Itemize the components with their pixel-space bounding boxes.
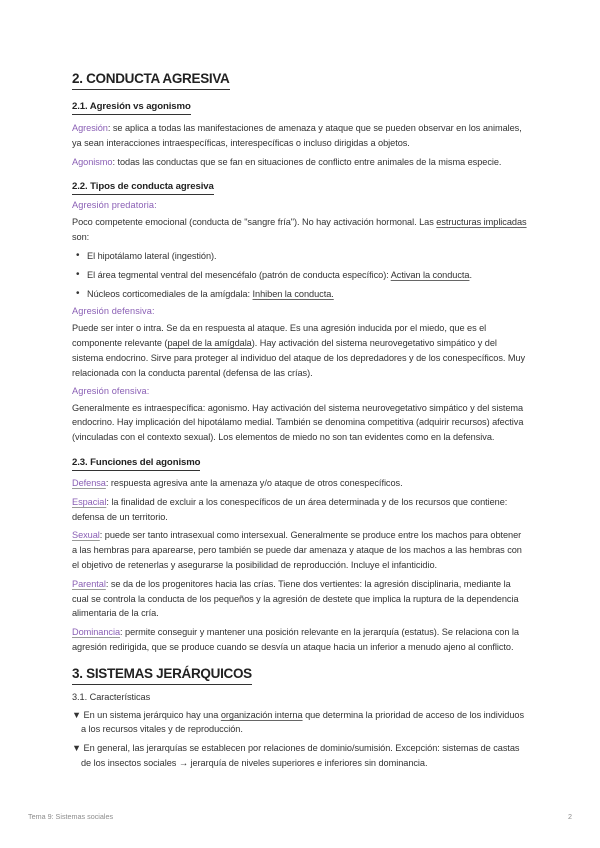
text-organizacion-interna: organización interna: [220, 709, 303, 720]
paragraph-ofensiva: Generalmente es intraespecífica: agonismo. Hay activación del sistema neurovegetativo simpático y del sistema endocrino. Hay implicación del hipotálamo medial. También se denomina competitiva (adquirir recursos) afectiva (vinculadas con el contexto sexual). Los elementos de miedo no son tan evidentes como en la defensiva.: [72, 402, 524, 443]
function-text: : puede ser tanto intrasexual como intersexual. Generalmente se produce entre los machos para obtener a las hembras para aparearse, pero también se puede dar amenaza y ataque de los machos a las hembras con el objetivo de retenerlas y asegurarse la posibilidad de reproducción. Incluye el infanticidio.: [72, 530, 522, 570]
subsection-title-2-3: 2.3. Funciones del agonismo: [72, 457, 200, 471]
subsection-title-2-2: 2.2. Tipos de conducta agresiva: [72, 181, 214, 195]
characteristic-text-b: que determina la prioridad de acceso de los individuos a los recursos vitales y de reproducción.: [81, 709, 525, 735]
term-agonismo: Agonismo: [72, 156, 113, 167]
document-page: [72, 70, 528, 771]
text-agresion: : se aplica a todas las manifestaciones de amenaza y ataque que se pueden observar en los animales, ya sean interacciones intraespecíficas, interespecíficas o incluso dirigidas a objetos.: [72, 123, 522, 148]
page-number: 2: [568, 812, 572, 821]
label-agresion-ofensiva: Agresión ofensiva:: [72, 385, 150, 396]
text-estructuras-implicadas: estructuras implicadas: [436, 217, 527, 228]
term-agresion: Agresión: [72, 123, 108, 133]
section-title-conducta-agresiva: 2. CONDUCTA AGRESIVA: [72, 71, 230, 90]
section-3: [72, 665, 528, 771]
term-dominancia: Dominancia: [72, 627, 121, 638]
footer-title: Tema 9: Sistemas sociales: [28, 812, 114, 821]
label-agresion-defensiva: Agresión defensiva:: [72, 306, 155, 317]
function-item: [72, 528, 528, 572]
function-item: [72, 577, 528, 621]
function-text: : se da de los progenitores hacia las crías. Tiene dos vertientes: la agresión disciplinaria, mediante la cual se controla la conducta de los pequeños y la agresión de destete que implica la ruptura de la dependencia alimentaria de la cría.: [72, 578, 519, 619]
list-item-underlined: Inhiben la conducta.: [252, 288, 334, 299]
function-text: : la finalidad de excluir a los conespecíficos de un área determinada y de los recursos que contiene: defensa de un territorio.: [72, 496, 508, 522]
text-defensiva-b: ). Hay activación del sistema neurovegetativo simpático y del sistema endocrino. Sirve para proteger al individuo del ataque de los depredadores y de los conespecíficos. Muy relacionada con la conducta parental (defensa de las crías).: [72, 338, 526, 378]
list-item: [72, 287, 528, 302]
list-estructuras: [72, 249, 528, 301]
list-item-text: El hipotálamo lateral (ingestión).: [87, 250, 217, 261]
characteristic-item: [67, 708, 528, 738]
subsection-title-2-1: 2.1. Agresión vs agonismo: [72, 101, 191, 115]
text-papel-amigdala: papel de la amígdala: [167, 338, 252, 349]
term-espacial: Espacial: [72, 496, 107, 507]
text-predatoria-a: Poco competente emocional (conducta de "sangre fría"). No hay activación hormonal. Las: [72, 217, 437, 228]
text-agonismo: : todas las conductas que se fan en situaciones de conflicto entre animales de la misma especie.: [112, 156, 502, 167]
function-text: : permite conseguir y mantener una posición relevante en la jerarquía (estatus). Se relaciona con la agresión redirigida, que se produce cuando se desvía un ataque hacia un inferior a menudo ajeno al conflicto.: [72, 627, 519, 652]
list-item-underlined: Activan la conducta: [390, 269, 470, 280]
list-funciones: [72, 476, 528, 655]
paragraph-defensiva: [72, 321, 528, 380]
paragraph-agresion: [72, 121, 528, 151]
function-item: [72, 476, 528, 491]
list-item-text: Núcleos corticomediales de la amígdala:: [87, 288, 253, 299]
function-text: : respuesta agresiva ante la amenaza y/o ataque de otros conespecíficos.: [105, 477, 403, 488]
text-predatoria-b: son:: [72, 232, 90, 243]
list-item-text: El área tegmental ventral del mesencéfalo (patrón de conducta específico):: [87, 269, 391, 280]
list-item: [72, 249, 528, 264]
function-item: [72, 495, 528, 525]
page-footer: [28, 812, 572, 821]
section-2: [72, 70, 528, 655]
section-title-sistemas-jerarquicos: 3. SISTEMAS JERÁRQUICOS: [72, 666, 252, 685]
text-defensiva-a: Puede ser inter o intra. Se da en respuesta al ataque. Es una agresión inducida por el miedo, que es el componente relevante (: [72, 323, 487, 349]
term-parental: Parental: [72, 578, 106, 589]
term-defensa: Defensa: [72, 477, 106, 488]
label-agresion-predatoria: Agresión predatoria:: [72, 200, 157, 211]
characteristic-text-a: ▼ En un sistema jerárquico hay una: [72, 709, 221, 720]
paragraph-agonismo: [72, 155, 528, 170]
term-sexual: Sexual: [72, 530, 100, 541]
list-item: • El área tegmental ventral del mesencéfalo (patrón de conducta específico): Activan la conducta.: [72, 268, 528, 283]
paragraph-predatoria: [72, 215, 528, 245]
subsection-3-1: 3.1. Características: [72, 691, 151, 702]
characteristic-text-a: ▼ En general, las jerarquías se establecen por relaciones de dominio/sumisión. Excepción: sistemas de castas de los insectos sociales → jerarquía de niveles superiores e inferiores sin dominancia.: [72, 743, 520, 768]
characteristic-item: [67, 741, 528, 771]
function-item: [72, 625, 528, 655]
